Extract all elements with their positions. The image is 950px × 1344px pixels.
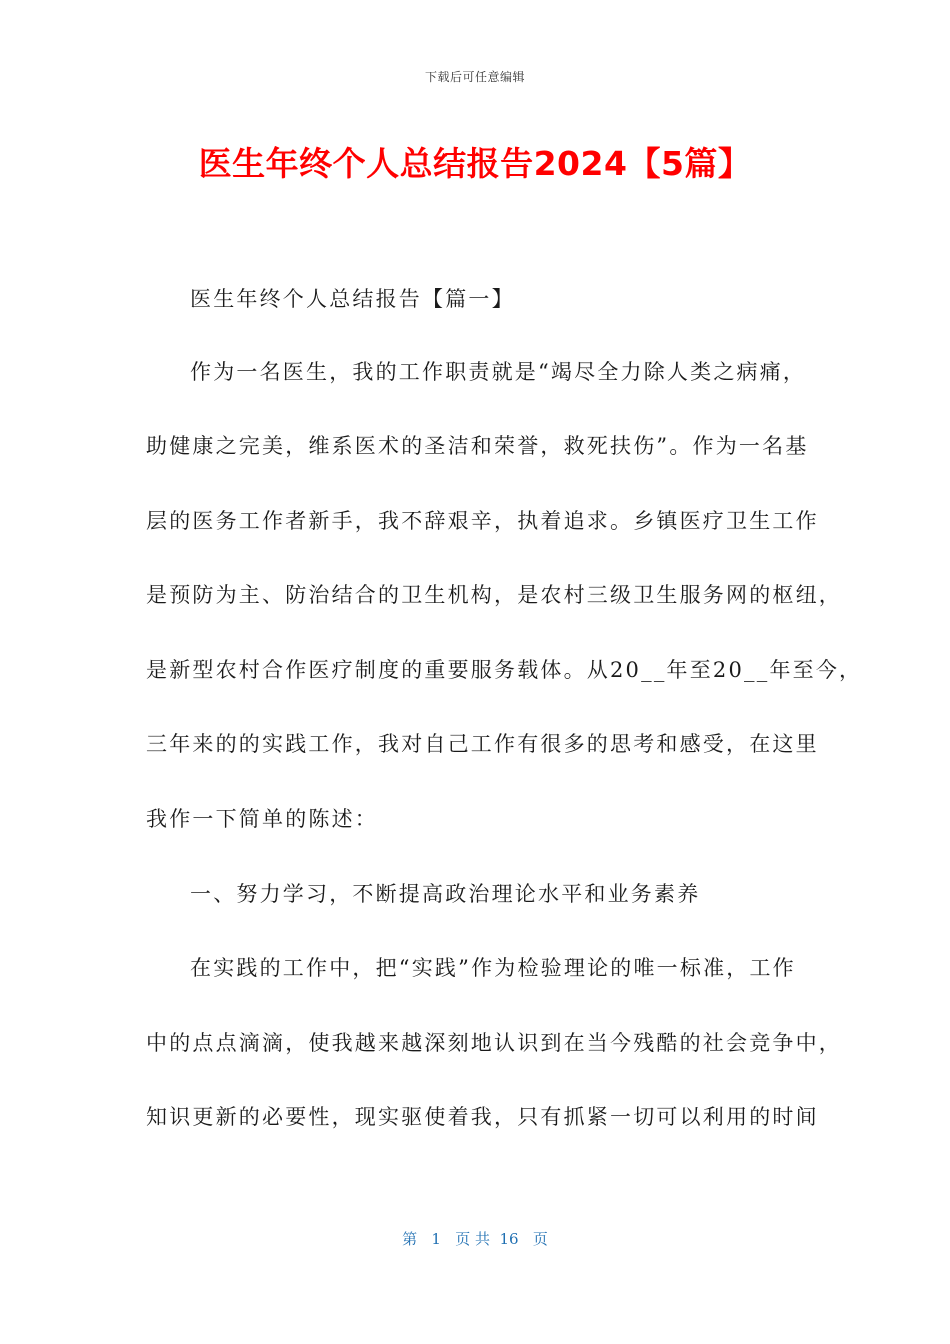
section-heading-part-one: 医生年终个人总结报告【篇一】 [190,287,515,311]
paragraph-line: 我作一下简单的陈述： [146,807,378,831]
paragraph-line: 在实践的工作中，把“实践”作为检验理论的唯一标准，工作 [190,956,796,980]
paragraph-line: 中的点点滴滴，使我越来越深刻地认识到在当今残酷的社会竞争中， [146,1031,842,1055]
page-number-footer: 第 1 页 共 16 页 [402,1230,548,1248]
header-note: 下载后可任意编辑 [424,70,525,84]
paragraph-line: 作为一名医生，我的工作职责就是“竭尽全力除人类之病痛， [190,360,807,384]
paragraph-line: 层的医务工作者新手，我不辞艰辛，执着追求。乡镇医疗卫生工作 [146,509,819,533]
paragraph-line: 三年来的的实践工作，我对自己工作有很多的思考和感受，在这里 [146,732,819,756]
paragraph-line: 知识更新的必要性，现实驱使着我，只有抓紧一切可以利用的时间 [146,1105,819,1129]
subsection-heading: 一、努力学习，不断提高政治理论水平和业务素养 [190,882,701,906]
paragraph-line: 是新型农村合作医疗制度的重要服务载体。从20__年至20__年至今， [146,658,863,682]
paragraph-line: 助健康之完美，维系医术的圣洁和荣誉，救死扶伤”。作为一名基 [146,434,809,458]
paragraph-line: 是预防为主、防治结合的卫生机构，是农村三级卫生服务网的枢纽， [146,583,842,607]
document-title: 医生年终个人总结报告2024【5篇】 [198,144,752,183]
